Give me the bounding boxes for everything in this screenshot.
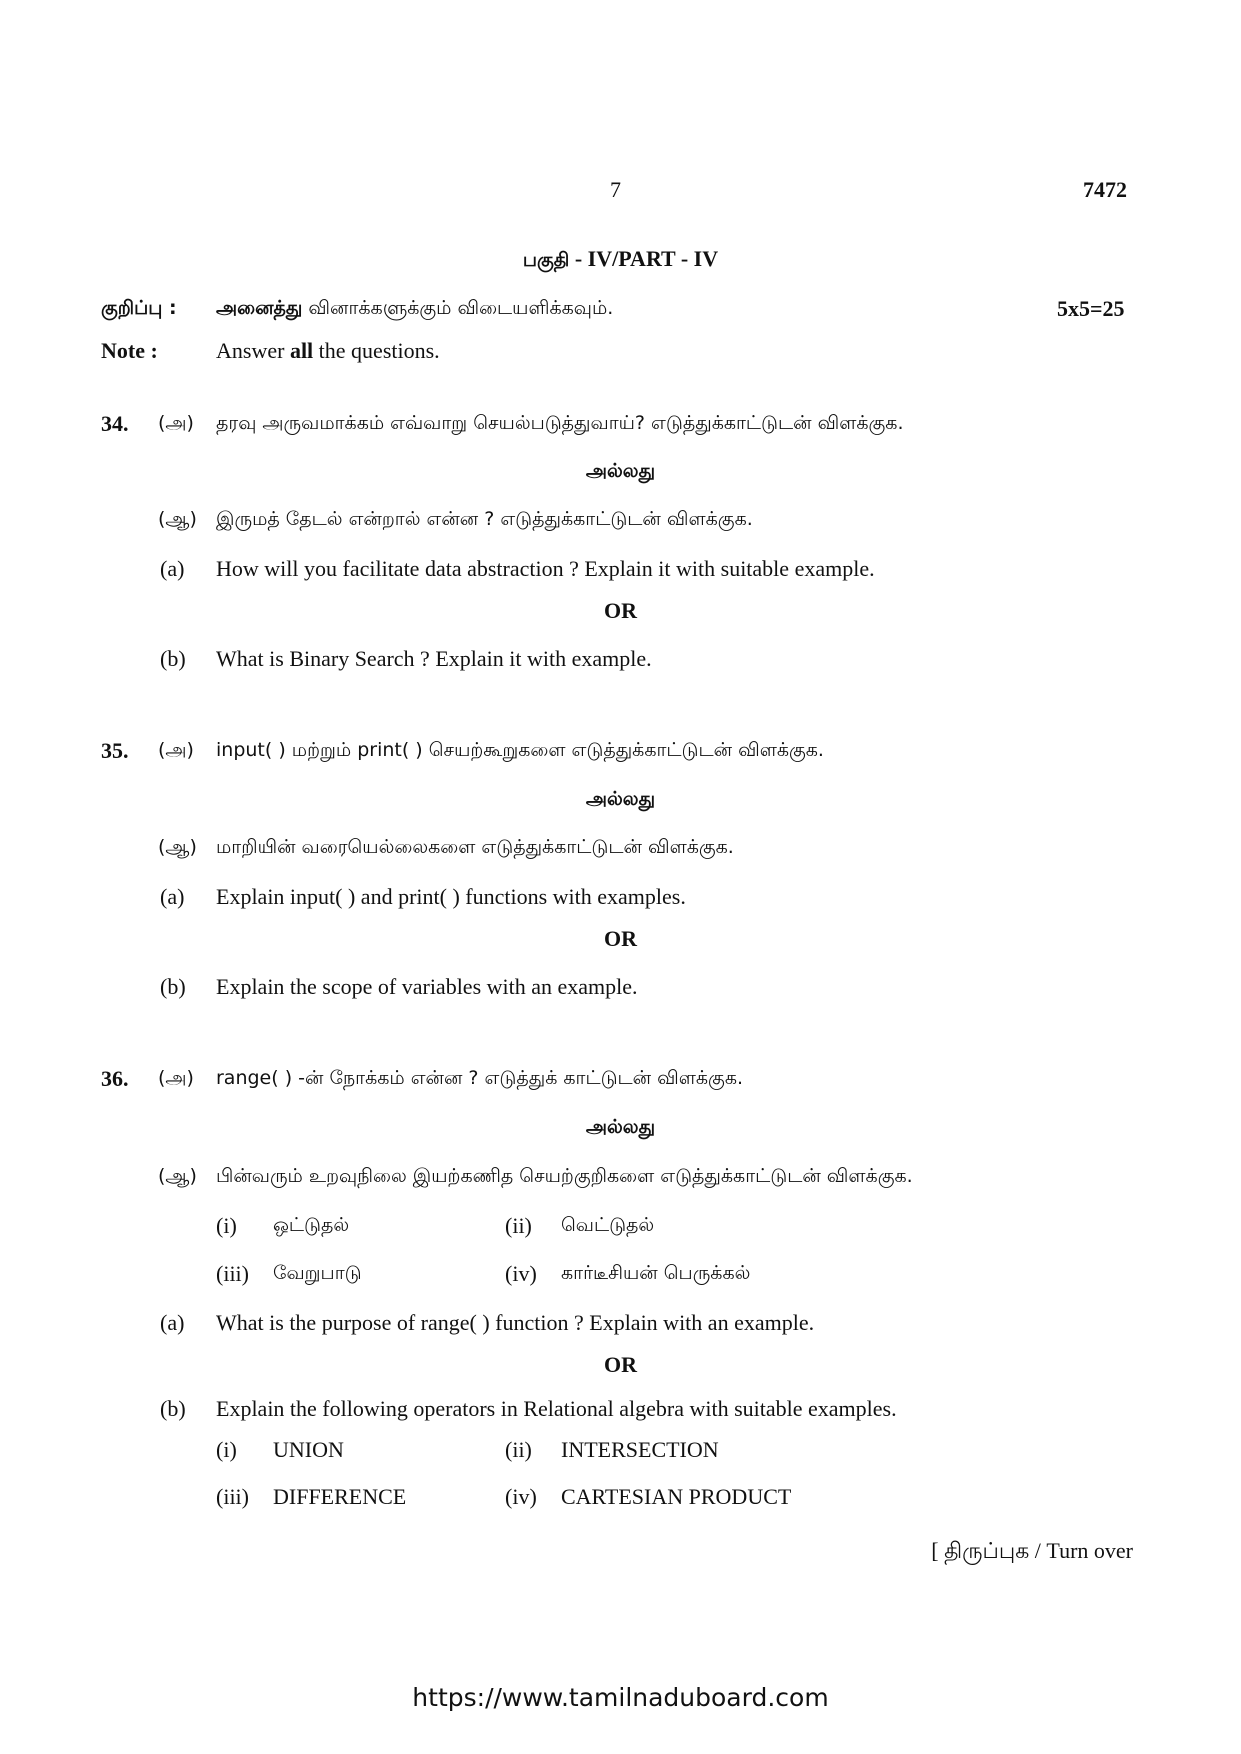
q34-or-tamil: அல்லது	[585, 460, 656, 482]
marks-total: 5x5=25	[1057, 296, 1125, 321]
question-number-36: 36.	[101, 1066, 129, 1091]
part-heading	[0, 246, 1241, 274]
q36-english-item-num: (iv)	[505, 1484, 537, 1509]
q35-or-english: OR	[604, 926, 637, 951]
q36-tamil-item-num: (iv)	[505, 1261, 537, 1286]
turn-over-note	[931, 1538, 1133, 1567]
q34-a-tamil: தரவு அருவமாக்கம் எவ்வாறு செயல்படுத்துவாய்? எடுத்துக்காட்டுடன் விளக்குக.	[216, 412, 904, 434]
q34-a-tamil-label: (அ)	[158, 412, 194, 434]
q36-tamil-item-text: வெட்டுதல்	[561, 1214, 655, 1236]
note-english-label: Note :	[101, 338, 158, 363]
q36-english-item-num: (i)	[216, 1437, 237, 1462]
q35-a-tamil-label: (அ)	[158, 739, 194, 761]
part-heading-tamil: பகுதி	[522, 249, 570, 271]
note-english-text	[216, 338, 440, 364]
q35-b-english: Explain the scope of variables with an example.	[216, 974, 638, 999]
note-tamil-label: குறிப்பு :	[101, 297, 177, 319]
note-tamil-text	[216, 297, 613, 322]
page-number: 7	[610, 177, 621, 202]
q34-or-english: OR	[604, 598, 637, 623]
turn-over-text: [ திருப்புக / Turn over	[931, 1538, 1133, 1563]
q35-b-tamil-label: (ஆ)	[158, 836, 197, 858]
q34-b-label: (b)	[160, 646, 186, 671]
q36-or-tamil: அல்லது	[585, 1116, 656, 1138]
q36-or-english: OR	[604, 1352, 637, 1377]
q34-b-tamil-label: (ஆ)	[158, 508, 197, 530]
q36-tamil-item-num: (ii)	[505, 1213, 532, 1238]
q36-english-item-num: (ii)	[505, 1437, 532, 1462]
q35-a-english: Explain input( ) and print( ) functions with examples.	[216, 884, 686, 909]
q36-tamil-item-text: ஒட்டுதல்	[273, 1214, 350, 1236]
q35-b-tamil: மாறியின் வரையெல்லைகளை எடுத்துக்காட்டுடன் விளக்குக.	[216, 836, 734, 858]
note-english-before: Answer	[216, 338, 290, 363]
part-heading-english: - IV/PART - IV	[569, 246, 719, 271]
q34-b-tamil: இருமத் தேடல் என்றால் என்ன ? எடுத்துக்காட்டுடன் விளக்குக.	[216, 508, 753, 530]
question-number-35: 35.	[101, 738, 129, 763]
q36-a-label: (a)	[160, 1310, 185, 1335]
q36-tamil-item-num: (i)	[216, 1213, 237, 1238]
q36-english-item-text: INTERSECTION	[561, 1437, 719, 1462]
q35-a-label: (a)	[160, 884, 185, 909]
q36-b-label: (b)	[160, 1396, 186, 1421]
note-english-all: all	[289, 338, 314, 363]
q36-a-tamil-label: (அ)	[158, 1067, 194, 1089]
q35-b-label: (b)	[160, 974, 186, 999]
q36-b-tamil-label: (ஆ)	[158, 1165, 197, 1187]
q34-b-english: What is Binary Search ? Explain it with example.	[216, 646, 652, 671]
q36-a-english: What is the purpose of range( ) function ? Explain with an example.	[216, 1310, 815, 1335]
q36-tamil-item-text: கார்டீசியன் பெருக்கல்	[561, 1262, 751, 1284]
q36-a-tamil: range( ) -ன் நோக்கம் என்ன ? எடுத்துக் காட்டுடன் விளக்குக.	[216, 1067, 744, 1089]
q36-tamil-item-num: (iii)	[216, 1261, 249, 1286]
q36-b-tamil: பின்வரும் உறவுநிலை இயற்கணித செயற்குறிகளை எடுத்துக்காட்டுடன் விளக்குக.	[216, 1165, 913, 1187]
q35-or-tamil: அல்லது	[585, 788, 656, 810]
q36-english-item-text: DIFFERENCE	[273, 1484, 407, 1509]
q36-english-item-text: UNION	[273, 1437, 344, 1462]
paper-code: 7472	[1083, 177, 1127, 202]
q36-english-item-num: (iii)	[216, 1484, 249, 1509]
q35-a-tamil: input( ) மற்றும் print( ) செயற்கூறுகளை எடுத்துக்காட்டுடன் விளக்குக.	[216, 739, 824, 761]
q34-a-english: How will you facilitate data abstraction ? Explain it with suitable example.	[216, 556, 875, 581]
q36-tamil-item-text: வேறுபாடு	[273, 1262, 362, 1284]
note-english-after: the questions.	[313, 338, 440, 363]
q36-english-item-text: CARTESIAN PRODUCT	[561, 1484, 792, 1509]
footer-url[interactable]: https://www.tamilnaduboard.com	[412, 1683, 829, 1712]
question-number-34: 34.	[101, 411, 129, 436]
note-tamil-all: அனைத்து	[216, 297, 303, 319]
q34-a-label: (a)	[160, 556, 185, 581]
q36-b-english: Explain the following operators in Relational algebra with suitable examples.	[216, 1396, 897, 1421]
note-tamil-rest: வினாக்களுக்கும் விடையளிக்கவும்.	[302, 297, 614, 319]
